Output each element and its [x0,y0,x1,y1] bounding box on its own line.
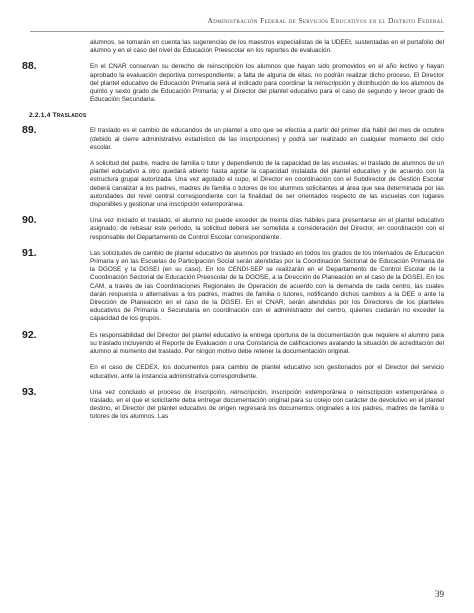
paragraph-text: En el caso de CEDEX, los documentos para cambio de plantel educativo son gestionados por el Director del servicio educativo, ante la instancia administrativa correspondiente. [90,364,444,380]
paragraph-92-continued [46,364,444,380]
running-header: Administración Federal de Servicios Educativos en el Distrito Federal [207,16,444,25]
page-number: 39 [435,589,444,599]
paragraph-text: A solicitud del padre, madre de familia o tutor y dependiendo de la capacidad de las escuelas, el traslado de alumnos de un plantel educativo a otro quedará abierto hasta agotar la capacidad instalada del plantel educativo y de acuerdo con la estructura grupal autorizada. Una vez agotado el cupo, el Director en coordinación con el Subdirector de Gestión Escolar deberá canalizar a los padres, madres de familia o tutores de los alumnos solicitantes al área que sea determinada por las autoridades del nivel central correspondiente con la finalidad de ser orientados respecto de las escuelas con lugares disponibles y gestionar una inscripción extemporánea. [90,160,444,209]
paragraph-text: El traslado es el cambio de educandos de un plantel a otro que se efectúa a partir del primer día hábil del mes de octubre (debido al cierre administrativo estadístico de las inscripciones) y podrá ser realizado en cualquier momento del ciclo escolar. [90,127,444,151]
paragraph-text: Una vez iniciado el traslado, el alumno no puede exceder de treinta días hábiles para presentarse en el plantel educativo asignado; de rebasar este período, la solicitud deberá ser sometida a consideración del Director, en coordinación con el responsable del Departamento de Control Escolar correspondiente. [90,217,444,241]
header-rule [30,31,444,32]
paragraph-continued [46,39,444,55]
section-heading: 2.2.1.4 Traslados [29,112,87,120]
paragraph-text: alumnos, se tomarán en cuenta las sugerencias de los maestros especialistas de la UDEEI, sustentadas en el portafolio del alumno y en el caso del nivel de Educación Preescolar en los reportes de evaluación. [90,39,444,55]
paragraph-92 [22,328,444,357]
paragraph-number: 88. [22,60,37,73]
paragraph-number: 90. [22,214,37,227]
paragraph-91 [22,246,444,324]
paragraph-89-continued [46,160,444,209]
paragraph-number: 92. [22,328,37,341]
paragraph-number: 89. [22,124,37,137]
paragraph-text: Una vez concluido el proceso de inscripción, reinscripción, inscripción extemporánea o reinscripción extemporánea o traslado, en el que el solicitante deba entregar documentación original para su cotejo con carácter de devolutivo en el plantel destino, el Director del plantel educativo de origen regresará los documentos originales a los padres, madres de familia o tutores de los alumnos. Las [90,388,444,421]
paragraph-93 [22,385,444,422]
paragraph-number: 93. [22,385,37,398]
page-content [22,39,444,430]
paragraph-text: En el CNAR conservan su derecho de reinscripción los alumnos que hayan sido promovidos en el año lectivo y hayan aprobado la evaluación deportiva correspondiente; a falta de alguna de ellas, no podrán realizar dicho proceso. El Director del plantel educativo de Educación Primaria será el indicado para coordinar la reinscripción y distribución de los alumnos de quinto y sexto grado de Educación Primaria; y el Director del plantel educativo para el caso de segundo y tercer grado de Educación Secundaria. [90,63,444,104]
paragraph-text: Es responsabilidad del Director del plantel educativo la entrega oportuna de la documentación que requiere el alumno para su traslado incluyendo el Reporte de Evaluación o una Constancia de calificaciones avalando la situación de acreditación del alumno al momento del traslado. Por ningún motivo debe retener la documentación original. [90,331,444,356]
paragraph-88 [22,60,444,104]
paragraph-89 [22,124,444,152]
paragraph-90 [22,214,444,242]
paragraph-number: 91. [22,246,37,259]
paragraph-text: Las solicitudes de cambio de plantel educativo de alumnos por traslado en todos los grados de los Internados de Educación Primaria y en las Escuelas de Participación Social serán atendidas por la Coordinación Sectorial de Educación Primaria de la DGOSE y la DGSEI (en su caso). En los CENDI-SEP se realizarán en el Departamento de Control Escolar de la Coordinación Sectorial de Educación Preescolar de la DGOSE, a la Dirección de Planeación en el caso de la DGSEI. En los CAM, a través de las Coordinaciones Regionales de Operación de acuerdo con la demanda de cada centro, las cuales darán respuesta o alternativas a los padres, madres de familia o tutores, notificando dichos cambios a la DEE o ante la Dirección de Planeación en el caso de la DGSEI. En el CNAR, serán atendidas por los Directores de los planteles educativos de Primaria o Secundaria en coordinación con el administrador del centro, quienes cuidarán no exceder la capacidad de los grupos. [90,249,444,323]
